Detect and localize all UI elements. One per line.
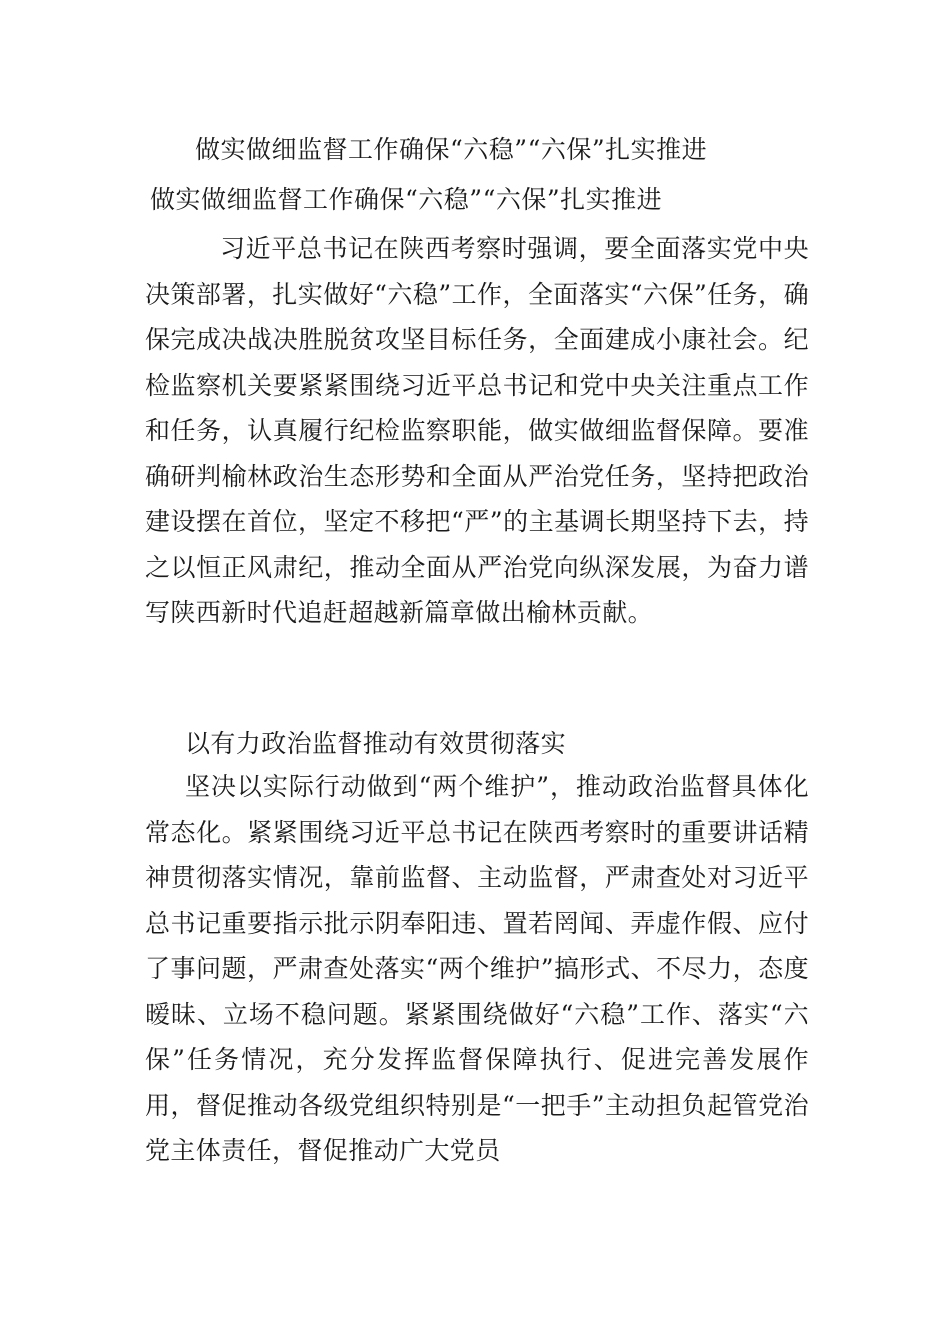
document-title-repeat: 做实做细监督工作确保“六稳”“六保”扎实推进 <box>150 185 663 214</box>
document-title: 做实做细监督工作确保“六稳”“六保”扎实推进 <box>195 135 708 164</box>
section-heading: 以有力政治监督推动有效贯彻落实 <box>185 729 567 758</box>
body-paragraph-intro: 习近平总书记在陕西考察时强调，要全面落实党中央决策部署，扎实做好“六稳”工作，全面落实“六保”任务，确保完成决战决胜脱贫攻坚目标任务，全面建成小康社会。纪检监察机关要紧紧围绕习近平总书记和党中央关注重点工作和任务，认真履行纪检监察职能，做实做细监督保障。要准确研判榆林政治生态形势和全面从严治党任务，坚持把政治建设摆在首位，坚定不移把“严”的主基调长期坚持下去，持之以恒正风肃纪，推动全面从严治党向纵深发展，为奋力谱写陕西新时代追赶超越新篇章做出榆林贡献。 <box>145 234 809 627</box>
body-paragraph-political-supervision: 坚决以实际行动做到“两个维护”，推动政治监督具体化常态化。紧紧围绕习近平总书记在陕西考察时的重要讲话精神贯彻落实情况，靠前监督、主动监督，严肃查处对习近平总书记重要指示批示阴奉阳违、置若罔闻、弄虚作假、应付了事问题，严肃查处落实“两个维护”搞形式、不尽力，态度暧昧、立场不稳问题。紧紧围绕做好“六稳”工作、落实“六保”任务情况，充分发挥监督保障执行、促进完善发展作用，督促推动各级党组织特别是“一把手”主动担负起管党治党主体责任，督促推动广大党员 <box>145 772 809 1165</box>
